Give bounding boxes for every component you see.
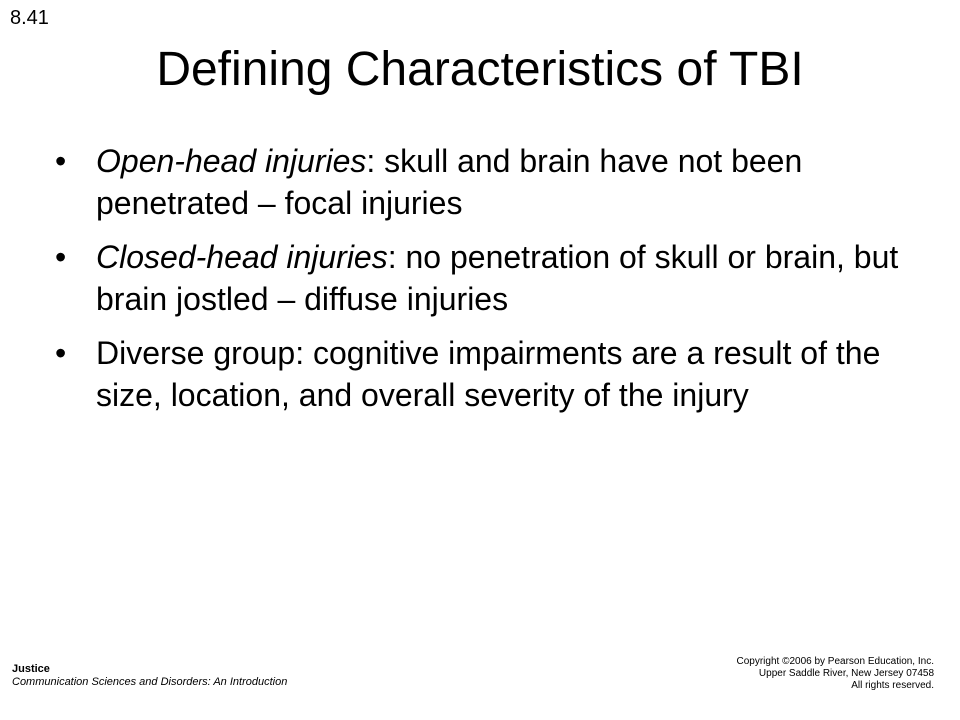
bullet-dot: • — [55, 239, 67, 275]
bullet-text: : skull and brain have not been penetrated – focal injuries — [96, 143, 803, 221]
footer-author: Justice — [12, 663, 50, 675]
footer-copyright — [737, 656, 935, 692]
slide-number: 8.41 — [10, 7, 49, 29]
bullet-dot: • — [55, 143, 67, 179]
bullet-dot: • — [55, 335, 67, 371]
bullet-term: Closed-head injuries — [96, 239, 388, 275]
rights-line: All rights reserved. — [851, 680, 934, 691]
bullet-term: Open-head injuries — [96, 143, 367, 179]
slide-title: Defining Characteristics of TBI — [156, 43, 804, 96]
bullet-text: Diverse group: cognitive impairments are a result of the size, location, and overall severity of the injury — [96, 335, 881, 413]
footer-credit — [12, 663, 287, 689]
bullet-list — [55, 140, 915, 428]
footer-book-title: Communication Sciences and Disorders: An Introduction — [12, 676, 288, 688]
bullet-text: : no penetration of skull or brain, but brain jostled – diffuse injuries — [96, 239, 899, 317]
copyright-line: Copyright ©2006 by Pearson Education, Inc. — [736, 656, 934, 667]
bullet-open-head — [55, 140, 915, 224]
bullet-diverse-group — [55, 332, 915, 416]
address-line: Upper Saddle River, New Jersey 07458 — [758, 668, 934, 679]
bullet-closed-head — [55, 236, 915, 320]
